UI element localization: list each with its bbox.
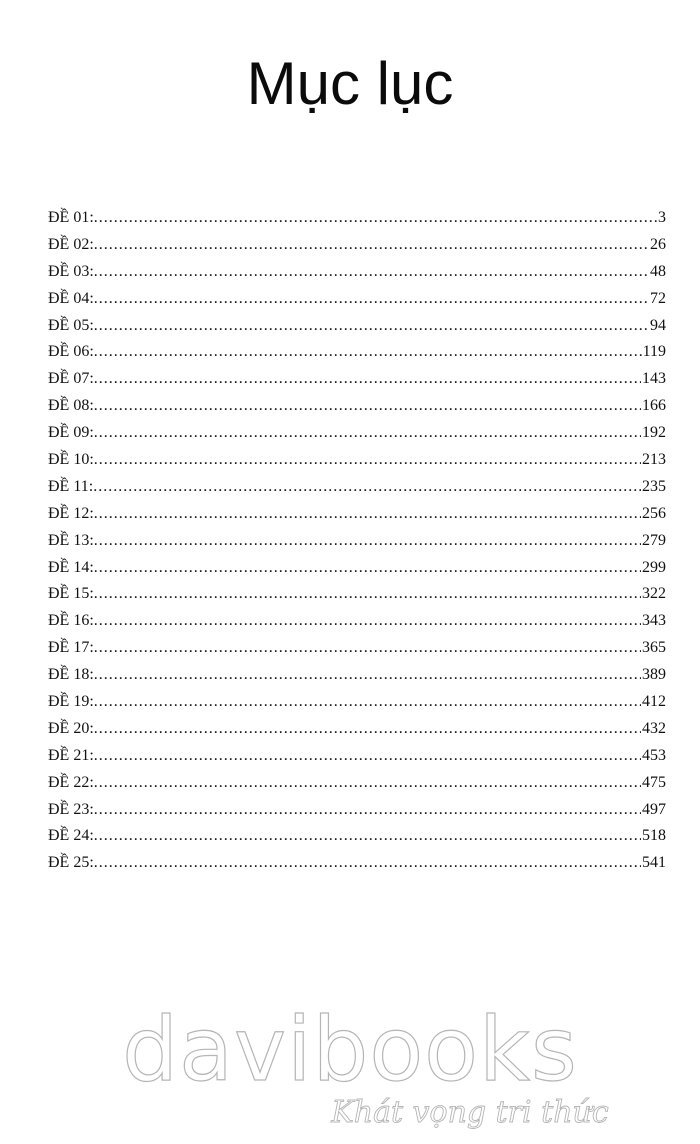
toc-entry-page-number: 365 [642, 639, 666, 657]
toc-entry-label: ĐỀ 03: [48, 262, 94, 280]
toc-entry[interactable] [48, 716, 666, 743]
toc-entry[interactable] [48, 608, 666, 635]
toc-entry[interactable] [48, 393, 666, 420]
dot-leader [94, 420, 641, 447]
toc-entry-page-number: 192 [642, 424, 666, 442]
toc-entry-label: ĐỀ 07: [48, 370, 94, 388]
toc-entry-label: ĐỀ 17: [48, 639, 94, 657]
toc-entry[interactable] [48, 797, 666, 824]
dot-leader [94, 528, 641, 555]
toc-entry[interactable] [48, 366, 666, 393]
toc-entry[interactable] [48, 662, 666, 689]
dot-leader [94, 608, 641, 635]
dot-leader [94, 662, 641, 689]
dot-leader [94, 501, 641, 528]
dot-leader [93, 474, 641, 501]
toc-entry-page-number: 475 [642, 773, 666, 791]
dot-leader [94, 689, 641, 716]
toc-entry-label: ĐỀ 13: [48, 531, 94, 549]
toc-entry[interactable] [48, 689, 666, 716]
toc-entry-label: ĐỀ 12: [48, 504, 94, 522]
toc-entry-page-number: 343 [642, 612, 666, 630]
toc-entry-label: ĐỀ 20: [48, 719, 94, 737]
toc-entry-label: ĐỀ 08: [48, 397, 94, 415]
toc-entry[interactable] [48, 850, 666, 877]
toc-entry-label: ĐỀ 19: [48, 693, 94, 711]
toc-entry-page-number: 432 [642, 719, 666, 737]
toc-entry-page-number: 166 [642, 397, 666, 415]
dot-leader [94, 339, 642, 366]
dot-leader [94, 286, 649, 313]
toc-entry-label: ĐỀ 25: [48, 854, 94, 872]
toc-entry[interactable] [48, 770, 666, 797]
table-of-contents [48, 205, 666, 877]
dot-leader [94, 313, 649, 340]
toc-entry[interactable] [48, 501, 666, 528]
toc-entry[interactable] [48, 205, 666, 232]
toc-entry-label: ĐỀ 15: [48, 585, 94, 603]
toc-entry-label: ĐỀ 11: [48, 477, 94, 495]
toc-entry-page-number: 26 [650, 235, 666, 253]
watermark-slogan: Khát vọng tri thức [331, 1095, 609, 1130]
dot-leader [94, 797, 641, 824]
toc-entry-label: ĐỀ 24: [48, 827, 94, 845]
toc-entry[interactable] [48, 823, 666, 850]
toc-entry-label: ĐỀ 22: [48, 773, 94, 791]
toc-entry-page-number: 412 [642, 693, 666, 711]
dot-leader [94, 635, 641, 662]
watermark-brand: davibooks [122, 998, 578, 1101]
toc-entry[interactable] [48, 232, 666, 259]
dot-leader [94, 232, 649, 259]
toc-entry-page-number: 48 [650, 262, 666, 280]
toc-entry-page-number: 497 [642, 800, 666, 818]
toc-entry[interactable] [48, 581, 666, 608]
toc-entry[interactable] [48, 447, 666, 474]
toc-entry-label: ĐỀ 14: [48, 558, 94, 576]
toc-entry[interactable] [48, 259, 666, 286]
dot-leader [94, 743, 641, 770]
toc-entry-page-number: 389 [642, 666, 666, 684]
toc-entry[interactable] [48, 339, 666, 366]
dot-leader [94, 770, 641, 797]
toc-entry-page-number: 72 [650, 289, 666, 307]
dot-leader [94, 716, 641, 743]
toc-entry-label: ĐỀ 06: [48, 343, 94, 361]
toc-entry-label: ĐỀ 16: [48, 612, 94, 630]
dot-leader [94, 555, 641, 582]
toc-entry-page-number: 518 [642, 827, 666, 845]
dot-leader [94, 823, 641, 850]
toc-entry-page-number: 3 [658, 209, 666, 226]
toc-entry-label: ĐỀ 01: [48, 209, 94, 226]
toc-entry-label: ĐỀ 02: [48, 235, 94, 253]
toc-entry[interactable] [48, 420, 666, 447]
toc-entry[interactable] [48, 474, 666, 501]
toc-entry-page-number: 119 [642, 343, 666, 361]
dot-leader [94, 393, 641, 420]
toc-entry[interactable] [48, 635, 666, 662]
toc-entry-page-number: 143 [642, 370, 666, 388]
toc-entry-label: ĐỀ 09: [48, 424, 94, 442]
toc-entry-label: ĐỀ 23: [48, 800, 94, 818]
toc-entry-page-number: 256 [642, 504, 666, 522]
dot-leader [94, 366, 641, 393]
toc-entry[interactable] [48, 286, 666, 313]
toc-entry-page-number: 94 [650, 316, 666, 334]
dot-leader [94, 259, 649, 286]
toc-entry[interactable] [48, 555, 666, 582]
toc-entry-label: ĐỀ 18: [48, 666, 94, 684]
dot-leader [94, 205, 657, 232]
toc-entry[interactable] [48, 313, 666, 340]
toc-entry-page-number: 213 [642, 451, 666, 469]
toc-entry-page-number: 322 [642, 585, 666, 603]
dot-leader [94, 447, 641, 474]
toc-entry[interactable] [48, 528, 666, 555]
toc-entry-label: ĐỀ 21: [48, 746, 94, 764]
toc-entry-page-number: 541 [642, 854, 666, 872]
page-title: Mục lục [246, 50, 454, 117]
toc-entry-label: ĐỀ 05: [48, 316, 94, 334]
dot-leader [94, 850, 641, 877]
toc-entry-page-number: 235 [642, 477, 666, 495]
toc-entry[interactable] [48, 743, 666, 770]
toc-entry-page-number: 299 [642, 558, 666, 576]
toc-entry-label: ĐỀ 10: [48, 451, 94, 469]
toc-entry-page-number: 279 [642, 531, 666, 549]
dot-leader [94, 581, 641, 608]
toc-entry-page-number: 453 [642, 746, 666, 764]
toc-entry-label: ĐỀ 04: [48, 289, 94, 307]
